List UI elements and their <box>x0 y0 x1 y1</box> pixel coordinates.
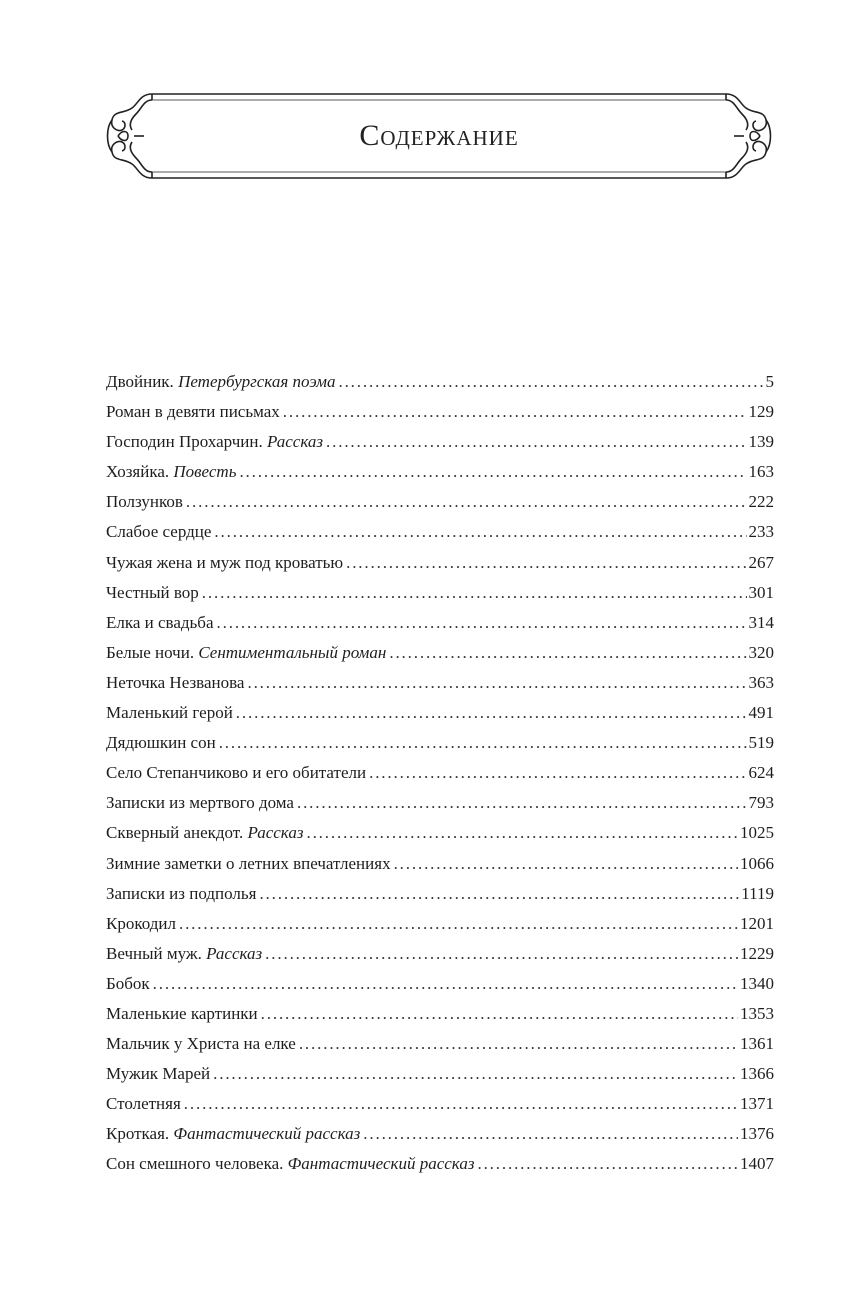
toc-entry <box>106 939 774 969</box>
toc-entry-title <box>106 849 391 879</box>
toc-leader-dots <box>258 999 738 1029</box>
toc-entry-subtitle: Повесть <box>173 462 237 482</box>
toc-entry-page-number: 1407 <box>740 1154 774 1174</box>
toc-entry-page-number: 267 <box>748 552 774 572</box>
toc-entry-page-number: 222 <box>748 492 774 512</box>
toc-entry-main-title: Елка и свадьба <box>106 612 214 632</box>
toc-entry <box>106 969 774 999</box>
table-of-contents <box>106 367 774 1180</box>
toc-entry-page-number: 1376 <box>740 1124 774 1144</box>
toc-entry-main-title: Село Степанчиково и его обитатели <box>106 763 367 783</box>
toc-entry-main-title: Вечный муж. <box>106 943 207 963</box>
toc-leader-dots <box>236 457 746 487</box>
toc-leader-dots <box>366 758 746 788</box>
toc-entry-main-title: Столетняя <box>106 1094 181 1114</box>
toc-entry-main-title: Господин Прохарчин. <box>106 432 268 452</box>
toc-entry-page-number: 1025 <box>740 823 774 843</box>
toc-entry <box>106 1029 774 1059</box>
toc-entry-main-title: Кроткая. <box>106 1124 174 1144</box>
toc-entry-title <box>106 397 280 427</box>
toc-entry-title <box>106 698 233 728</box>
toc-entry-main-title: Зимние заметки о летних впечатлениях <box>106 853 391 873</box>
toc-entry-page-number: 314 <box>748 612 774 632</box>
toc-entry <box>106 1119 774 1149</box>
toc-entry-page-number: 1361 <box>740 1034 774 1054</box>
toc-entry-page-number: 301 <box>748 582 774 602</box>
toc-entry-subtitle: Рассказ <box>267 432 324 452</box>
toc-entry-page-number: 363 <box>748 672 774 692</box>
toc-leader-dots <box>296 1029 738 1059</box>
toc-entry-page-number: 1366 <box>740 1064 774 1084</box>
toc-leader-dots <box>214 608 747 638</box>
toc-entry <box>106 517 774 547</box>
toc-leader-dots <box>280 397 747 427</box>
toc-leader-dots <box>233 698 747 728</box>
toc-leader-dots <box>294 788 747 818</box>
toc-entry <box>106 638 774 668</box>
toc-entry <box>106 788 774 818</box>
toc-entry-title <box>106 487 183 517</box>
toc-entry-page-number: 624 <box>748 763 774 783</box>
toc-entry-main-title: Честный вор <box>106 582 199 602</box>
toc-leader-dots <box>262 939 738 969</box>
toc-entry-title <box>106 969 150 999</box>
toc-entry-page-number: 320 <box>748 642 774 662</box>
toc-entry-title <box>106 367 335 397</box>
toc-entry-page-number: 233 <box>748 522 774 542</box>
toc-entry-main-title: Ползунков <box>106 492 183 512</box>
toc-entry-title <box>106 1149 474 1179</box>
toc-entry <box>106 668 774 698</box>
toc-leader-dots <box>303 818 738 848</box>
toc-leader-dots <box>211 517 746 547</box>
toc-entry <box>106 397 774 427</box>
toc-entry-title <box>106 638 386 668</box>
toc-leader-dots <box>386 638 746 668</box>
toc-entry-page-number: 793 <box>748 793 774 813</box>
toc-entry-main-title: Хозяйка. <box>106 462 174 482</box>
toc-entry <box>106 548 774 578</box>
toc-entry <box>106 818 774 848</box>
toc-leader-dots <box>335 367 763 397</box>
toc-entry-title <box>106 728 216 758</box>
toc-entry-title <box>106 668 244 698</box>
toc-entry-page-number: 1229 <box>740 943 774 963</box>
toc-leader-dots <box>244 668 746 698</box>
toc-entry-main-title: Записки из подполья <box>106 883 257 903</box>
toc-leader-dots <box>360 1119 738 1149</box>
toc-entry-subtitle: Рассказ <box>206 943 263 963</box>
toc-entry-title <box>106 457 236 487</box>
toc-leader-dots <box>183 487 747 517</box>
toc-entry <box>106 909 774 939</box>
toc-entry-page-number: 1340 <box>740 973 774 993</box>
toc-entry-subtitle: Петербургская поэма <box>178 372 336 391</box>
toc-entry <box>106 879 774 909</box>
toc-entry-subtitle: Рассказ <box>247 823 304 843</box>
toc-entry <box>106 578 774 608</box>
toc-entry-title <box>106 1089 181 1119</box>
toc-entry <box>106 849 774 879</box>
toc-leader-dots <box>343 548 746 578</box>
toc-entry <box>106 457 774 487</box>
toc-entry-main-title: Неточка Незванова <box>106 672 245 692</box>
toc-entry-title <box>106 818 303 848</box>
toc-entry-subtitle: Сентиментальный роман <box>198 642 387 662</box>
toc-entry <box>106 728 774 758</box>
toc-entry <box>106 999 774 1029</box>
toc-entry <box>106 367 774 397</box>
toc-leader-dots <box>256 879 739 909</box>
toc-leader-dots <box>210 1059 738 1089</box>
toc-entry-title <box>106 939 262 969</box>
toc-entry-title <box>106 758 366 788</box>
toc-entry <box>106 427 774 457</box>
toc-entry-main-title: Дядюшкин сон <box>106 733 216 753</box>
toc-entry-title <box>106 999 258 1029</box>
toc-entry-main-title: Крокодил <box>106 913 176 933</box>
toc-leader-dots <box>391 849 738 879</box>
toc-leader-dots <box>474 1149 738 1179</box>
toc-entry-title <box>106 578 199 608</box>
toc-entry-page-number: 1371 <box>740 1094 774 1114</box>
toc-entry-page-number: 1353 <box>740 1003 774 1023</box>
toc-entry-subtitle: Фантастический рассказ <box>287 1154 475 1174</box>
toc-entry <box>106 1059 774 1089</box>
toc-entry-page-number: 5 <box>765 372 774 391</box>
toc-entry <box>106 698 774 728</box>
toc-entry-main-title: Мужик Марей <box>106 1064 211 1084</box>
toc-entry-title <box>106 1059 210 1089</box>
toc-entry <box>106 608 774 638</box>
toc-entry-main-title: Бобок <box>106 973 150 993</box>
toc-entry <box>106 1089 774 1119</box>
toc-entry-page-number: 519 <box>748 733 774 753</box>
toc-entry-main-title: Мальчик у Христа на елке <box>106 1034 296 1054</box>
toc-entry-title <box>106 788 294 818</box>
toc-entry-subtitle: Фантастический рассказ <box>173 1124 361 1144</box>
toc-entry-main-title: Маленький герой <box>106 703 233 723</box>
toc-entry-page-number: 1066 <box>740 853 774 873</box>
toc-leader-dots <box>199 578 747 608</box>
toc-entry-title <box>106 548 343 578</box>
toc-leader-dots <box>216 728 747 758</box>
toc-entry-page-number: 129 <box>748 402 774 422</box>
toc-entry-title <box>106 879 256 909</box>
toc-entry-title <box>106 517 211 547</box>
toc-entry-title <box>106 1029 296 1059</box>
toc-entry-main-title: Маленькие картинки <box>106 1003 258 1023</box>
toc-entry-main-title: Сон смешного человека. <box>106 1154 288 1174</box>
toc-entry-page-number: 1119 <box>741 883 774 903</box>
title-frame <box>104 86 774 186</box>
toc-leader-dots <box>323 427 746 457</box>
toc-entry-title <box>106 427 323 457</box>
toc-leader-dots <box>181 1089 738 1119</box>
toc-entry <box>106 758 774 788</box>
toc-entry-main-title: Скверный анекдот. <box>106 823 248 843</box>
toc-entry-title <box>106 608 214 638</box>
toc-entry <box>106 1149 774 1179</box>
page-title: Содержание <box>359 119 519 152</box>
toc-entry-main-title: Записки из мертвого дома <box>106 793 294 813</box>
toc-entry-main-title: Слабое сердце <box>106 522 212 542</box>
toc-entry-main-title: Двойник. <box>106 372 179 391</box>
toc-leader-dots <box>150 969 738 999</box>
toc-leader-dots <box>176 909 738 939</box>
toc-entry-title <box>106 909 176 939</box>
toc-entry-title <box>106 1119 360 1149</box>
toc-entry-main-title: Роман в девяти письмах <box>106 402 280 422</box>
toc-entry-main-title: Чужая жена и муж под кроватью <box>106 552 344 572</box>
toc-entry-main-title: Белые ночи. <box>106 642 199 662</box>
toc-entry-page-number: 1201 <box>740 913 774 933</box>
toc-entry-page-number: 163 <box>748 462 774 482</box>
toc-entry-page-number: 139 <box>748 432 774 452</box>
toc-entry-page-number: 491 <box>748 703 774 723</box>
toc-entry <box>106 487 774 517</box>
